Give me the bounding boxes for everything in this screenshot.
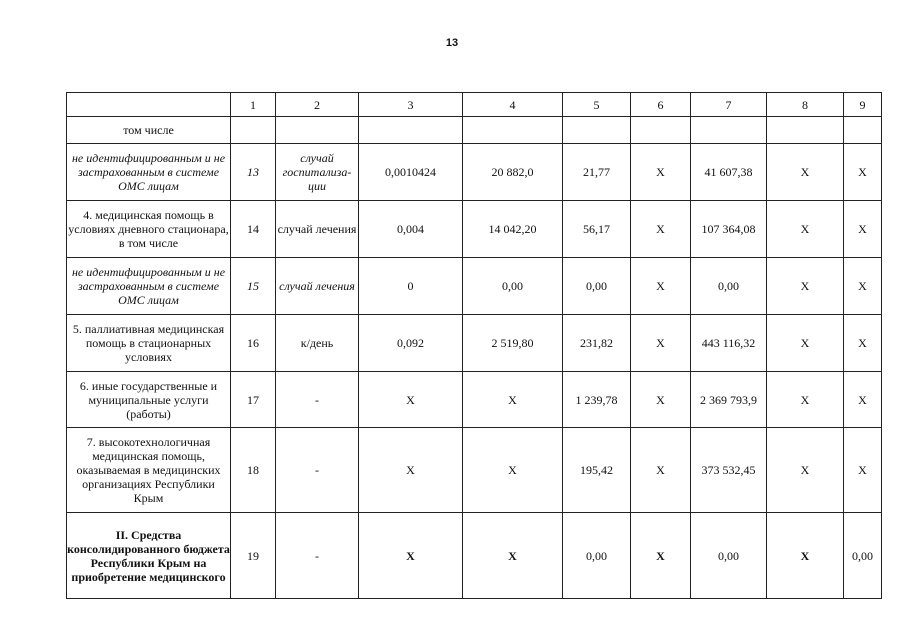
col4-cell: 20 882,0 <box>463 144 563 201</box>
col7-cell: 373 532,45 <box>691 428 767 513</box>
table-row <box>67 513 882 599</box>
header-cell: 2 <box>276 93 359 117</box>
header-cell <box>67 93 231 117</box>
row-name: том числе <box>67 117 231 144</box>
col5-cell: 0,00 <box>563 258 631 315</box>
table-row <box>67 428 882 513</box>
col8-cell <box>767 117 844 144</box>
col8-cell: X <box>767 315 844 372</box>
row-name: 4. медицинская помощь в условиях дневного стационара, в том числе <box>67 201 231 258</box>
row-unit <box>276 117 359 144</box>
row-unit: случай лечения <box>276 201 359 258</box>
table-row <box>67 258 882 315</box>
col7-cell: 41 607,38 <box>691 144 767 201</box>
col8-cell: X <box>767 428 844 513</box>
col3-cell: X <box>359 428 463 513</box>
table-row <box>67 372 882 428</box>
row-number: 15 <box>231 258 276 315</box>
row-name: не идентифицированным и не застрахованным в системе ОМС лицам <box>67 144 231 201</box>
col4-cell: X <box>463 372 563 428</box>
table-row <box>67 315 882 372</box>
header-cell: 4 <box>463 93 563 117</box>
col3-cell: X <box>359 513 463 599</box>
header-row <box>67 93 882 117</box>
header-cell: 7 <box>691 93 767 117</box>
row-number: 19 <box>231 513 276 599</box>
row-unit: случай госпитализа-ции <box>276 144 359 201</box>
col6-cell: X <box>631 513 691 599</box>
header-cell: 5 <box>563 93 631 117</box>
col3-cell: 0,0010424 <box>359 144 463 201</box>
col4-cell: 14 042,20 <box>463 201 563 258</box>
row-name: 6. иные государственные и муниципальные услуги (работы) <box>67 372 231 428</box>
col7-cell: 107 364,08 <box>691 201 767 258</box>
col6-cell: X <box>631 372 691 428</box>
col5-cell: 21,77 <box>563 144 631 201</box>
row-name: 7. высокотехнологичная медицинская помощь, оказываемая в медицинских организациях Республики Крым <box>67 428 231 513</box>
col8-cell: X <box>767 201 844 258</box>
col8-cell: X <box>767 372 844 428</box>
table-row <box>67 201 882 258</box>
col5-cell: 231,82 <box>563 315 631 372</box>
col6-cell: X <box>631 201 691 258</box>
col9-cell: X <box>844 372 882 428</box>
table-row <box>67 144 882 201</box>
col4-cell: 0,00 <box>463 258 563 315</box>
row-name: не идентифицированным и не застрахованным в системе ОМС лицам <box>67 258 231 315</box>
col6-cell: X <box>631 315 691 372</box>
financing-table <box>66 92 882 599</box>
row-number <box>231 117 276 144</box>
col5-cell: 0,00 <box>563 513 631 599</box>
col5-cell: 56,17 <box>563 201 631 258</box>
col6-cell: X <box>631 258 691 315</box>
col6-cell: X <box>631 428 691 513</box>
col3-cell: 0,092 <box>359 315 463 372</box>
header-cell: 9 <box>844 93 882 117</box>
table-row <box>67 117 882 144</box>
row-number: 13 <box>231 144 276 201</box>
row-number: 18 <box>231 428 276 513</box>
col4-cell: X <box>463 428 563 513</box>
col5-cell: 1 239,78 <box>563 372 631 428</box>
col3-cell <box>359 117 463 144</box>
row-name: 5. паллиативная медицинская помощь в стационарных условиях <box>67 315 231 372</box>
col9-cell: X <box>844 428 882 513</box>
row-number: 17 <box>231 372 276 428</box>
col7-cell: 2 369 793,9 <box>691 372 767 428</box>
header-cell: 6 <box>631 93 691 117</box>
col9-cell: 0,00 <box>844 513 882 599</box>
col8-cell: X <box>767 513 844 599</box>
col3-cell: X <box>359 372 463 428</box>
col8-cell: X <box>767 258 844 315</box>
row-unit: случай лечения <box>276 258 359 315</box>
col6-cell: X <box>631 144 691 201</box>
row-unit: - <box>276 428 359 513</box>
row-unit: к/день <box>276 315 359 372</box>
row-unit: - <box>276 513 359 599</box>
header-cell: 3 <box>359 93 463 117</box>
header-cell: 1 <box>231 93 276 117</box>
row-unit: - <box>276 372 359 428</box>
col9-cell: X <box>844 144 882 201</box>
col5-cell <box>563 117 631 144</box>
col3-cell: 0 <box>359 258 463 315</box>
col5-cell: 195,42 <box>563 428 631 513</box>
col9-cell: X <box>844 315 882 372</box>
col7-cell: 0,00 <box>691 513 767 599</box>
col8-cell: X <box>767 144 844 201</box>
col9-cell: X <box>844 201 882 258</box>
row-name: II. Средства консолидированного бюджета Республики Крым на приобретение медицинского <box>67 513 231 599</box>
col4-cell: 2 519,80 <box>463 315 563 372</box>
col7-cell <box>691 117 767 144</box>
col6-cell <box>631 117 691 144</box>
col4-cell: X <box>463 513 563 599</box>
row-number: 16 <box>231 315 276 372</box>
col4-cell <box>463 117 563 144</box>
page-number: 13 <box>445 37 459 49</box>
header-cell: 8 <box>767 93 844 117</box>
col9-cell <box>844 117 882 144</box>
col7-cell: 0,00 <box>691 258 767 315</box>
col9-cell: X <box>844 258 882 315</box>
col3-cell: 0,004 <box>359 201 463 258</box>
row-number: 14 <box>231 201 276 258</box>
col7-cell: 443 116,32 <box>691 315 767 372</box>
